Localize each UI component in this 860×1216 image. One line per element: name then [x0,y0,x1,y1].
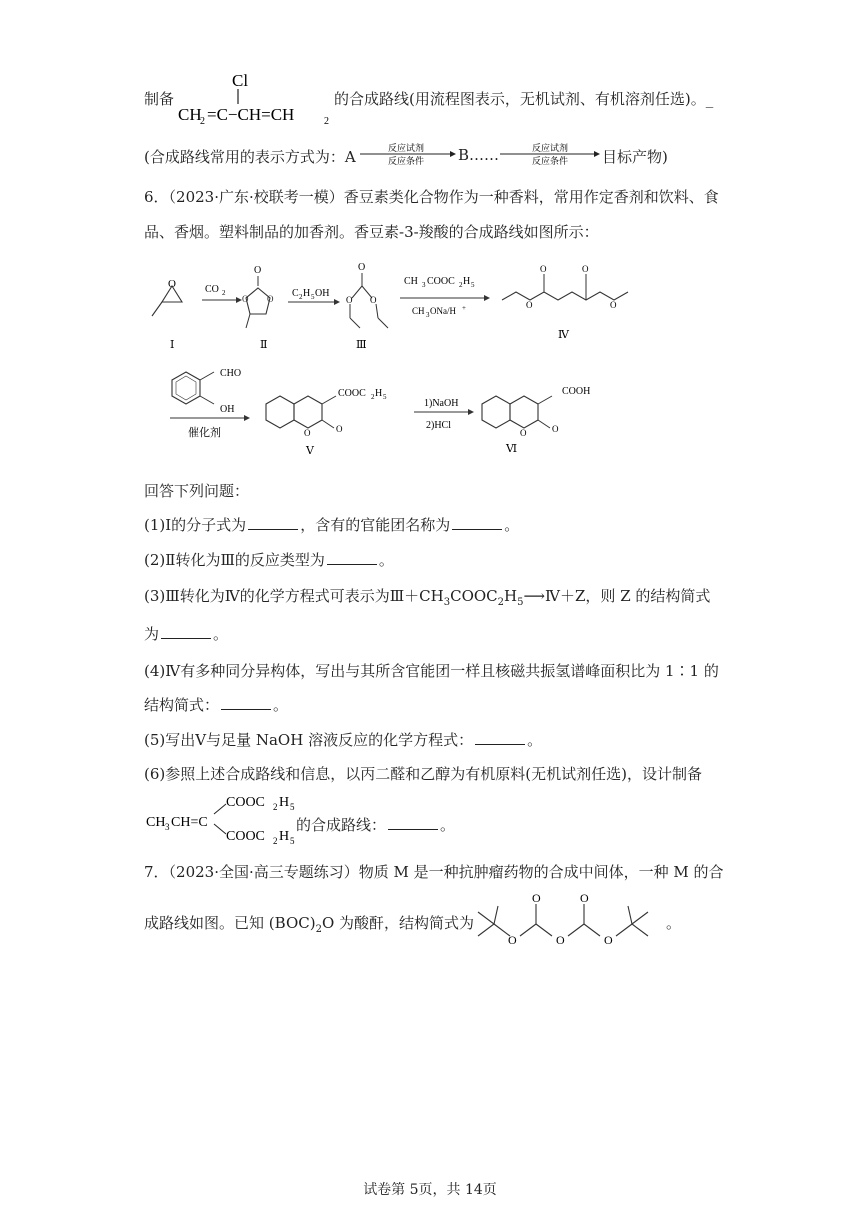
reagent-ethanol: C [292,288,299,299]
compound-V [266,388,387,457]
svg-text:O: O [532,891,541,905]
q6-sub3: (3)Ⅲ转化为Ⅳ的化学方程式可表示为$Ⅲ+CH_3COOC_2H_5⟶Ⅳ+Z$，则 Z 的结构简式 [144,587,711,608]
label-catalyst: 催化剂 [188,427,221,439]
answer-intro: 回答下列问题： [144,482,250,500]
mol-chain: =C−CH=CH [207,105,295,124]
svg-text:O: O [168,278,176,290]
q6-sub1: (1)Ⅰ的分子式为 ，含有的官能团名称为 。 [144,516,520,534]
svg-text:3: 3 [422,281,426,289]
svg-text:H: H [279,829,290,844]
q5-route-note: (合成路线常用的表示方式为：A [144,148,356,166]
q7-line1: 7．（2023·全国·高三专题练习）物质 M 是一种抗肿瘤药物的合成中间体，一种 M 的合 [144,863,724,881]
svg-text:CH=C: CH=C [171,815,208,830]
svg-text:2: 2 [459,281,463,289]
page-footer: 试卷第 5页，共 14页 [363,1182,497,1198]
svg-text:H: H [279,795,290,810]
reagent-base: CH [412,306,425,316]
boc-anhydride-structure [470,890,666,946]
svg-text:O: O [254,265,262,276]
reagent-ethyl-acetate: CH [404,276,418,287]
svg-text:2: 2 [371,393,375,401]
mol-group-top: COOC [226,795,265,810]
answer-blank[interactable] [248,515,298,530]
q6-sub4-cont: 结构简式： 。 [144,696,289,714]
svg-text:5: 5 [290,802,295,812]
svg-text:O: O [370,295,377,305]
reaction-scheme-row2 [140,360,610,460]
svg-text:+: + [462,304,466,312]
svg-text:反应试剂: 反应试剂 [532,143,569,153]
svg-text:COOC: COOC [427,276,455,287]
svg-text:O: O [267,294,274,304]
svg-text:O: O [508,933,517,946]
reaction-scheme-row1 [140,256,660,356]
svg-text:H: H [303,288,311,299]
q6-sub3-cont: 为 。 [144,625,229,643]
route-arrow-1 [360,142,456,168]
svg-text:O: O [604,933,613,946]
svg-text:5: 5 [471,281,475,289]
svg-text:O: O [346,295,353,305]
q7-line2: 成路线如图。已知 $(BOC)_2O$ 为酸酐，结构简式为 [144,914,475,935]
label-VI: Ⅵ [506,443,518,455]
reagent-hcl: 2)HCl [426,420,451,431]
label-II: Ⅱ [260,339,268,351]
svg-text:3: 3 [426,311,430,319]
mol-ch2-left: CH [178,105,202,124]
reagent-co2: CO [205,284,219,295]
compound-II [242,265,274,351]
svg-text:5: 5 [311,293,315,301]
compound-IV [502,264,628,341]
label-IV: Ⅳ [558,329,569,341]
q5-target-line [144,88,174,109]
svg-text:O: O [520,428,527,438]
svg-text:2: 2 [273,836,278,846]
svg-text:5: 5 [383,393,387,401]
compound-III [346,262,388,351]
svg-text:2: 2 [273,802,278,812]
q6-sub2: (2)Ⅱ转化为Ⅲ的反应类型为 。 [144,551,394,569]
compound-VI [482,386,590,455]
route-arrow-2 [500,142,600,168]
label-cooh: COOH [562,386,591,397]
q5-route-suffix: 目标产物) [602,148,668,166]
q6-target-molecule [144,790,304,848]
svg-text:2: 2 [222,289,226,297]
svg-text:H: H [375,388,383,399]
svg-text:CH: CH [146,815,166,830]
svg-text:O: O [610,300,617,310]
label-III: Ⅲ [356,339,367,351]
svg-text:2: 2 [299,293,303,301]
q5-target-molecule [176,70,332,126]
label-cho: CHO [220,368,242,379]
label-I: Ⅰ [170,339,175,351]
answer-blank[interactable] [327,550,377,565]
svg-text:2: 2 [200,116,205,126]
q6-line2: 品、香烟。塑料制品的加香剂。香豆素-3-羧酸的合成路线如图所示： [144,223,599,241]
svg-text:O: O [304,428,311,438]
answer-blank[interactable] [161,624,211,639]
q6-sub5: (5)写出Ⅴ与足量 NaOH 溶液反应的化学方程式： 。 [144,731,543,749]
q5-route-mid: B…… [458,146,500,164]
answer-blank[interactable] [475,730,525,745]
reagent-naoh: 1)NaOH [424,398,459,409]
q5-suffix-line: 的合成路线(用流程图表示，无机试剂、有机溶剂任选)。_ [334,90,714,108]
compound-I [152,278,182,351]
svg-text:H: H [463,276,471,287]
svg-text:O: O [358,262,366,273]
label-ester-v: COOC [338,388,366,399]
answer-blank[interactable] [452,515,502,530]
svg-text:O: O [336,424,343,434]
answer-blank[interactable] [221,695,271,710]
mol-group-bottom: COOC [226,829,265,844]
svg-text:O: O [552,424,559,434]
svg-text:O: O [556,933,565,946]
svg-text:O: O [526,300,533,310]
q6-sub6: (6)参照上述合成路线和信息，以丙二醛和乙醇为有机原料(无机试剂任选)，设计制备 [144,765,702,783]
q7-period: 。 [666,914,682,932]
svg-text:OH: OH [315,288,330,299]
q6-sub6-cont: 的合成路线： 。 [296,816,456,834]
svg-text:反应试剂: 反应试剂 [388,143,425,153]
svg-text:反应条件: 反应条件 [388,156,425,166]
svg-text:5: 5 [290,836,295,846]
q5-prefix: 制备 [144,90,175,108]
q6-sub4: (4)Ⅳ有多种同分异构体，写出与其所含官能团一样且核磁共振氢谱峰面积比为 1∶1 的 [144,662,719,680]
label-oh: OH [220,404,235,415]
svg-text:O: O [580,891,589,905]
answer-blank[interactable] [388,815,438,830]
q6-line1: 6．（2023·广东·校联考一模）香豆素类化合物作为一种香料，常用作定香剂和饮料、食 [144,188,719,206]
svg-text:反应条件: 反应条件 [532,156,569,166]
svg-text:O: O [242,294,249,304]
salicylaldehyde [172,368,241,415]
svg-text:2: 2 [324,116,329,126]
svg-text:O: O [582,264,589,274]
chlorine-label: Cl [232,71,249,90]
svg-text:3: 3 [165,822,170,832]
svg-text:O: O [540,264,547,274]
svg-text:ONa/H: ONa/H [430,306,456,316]
label-V: Ⅴ [306,445,314,457]
